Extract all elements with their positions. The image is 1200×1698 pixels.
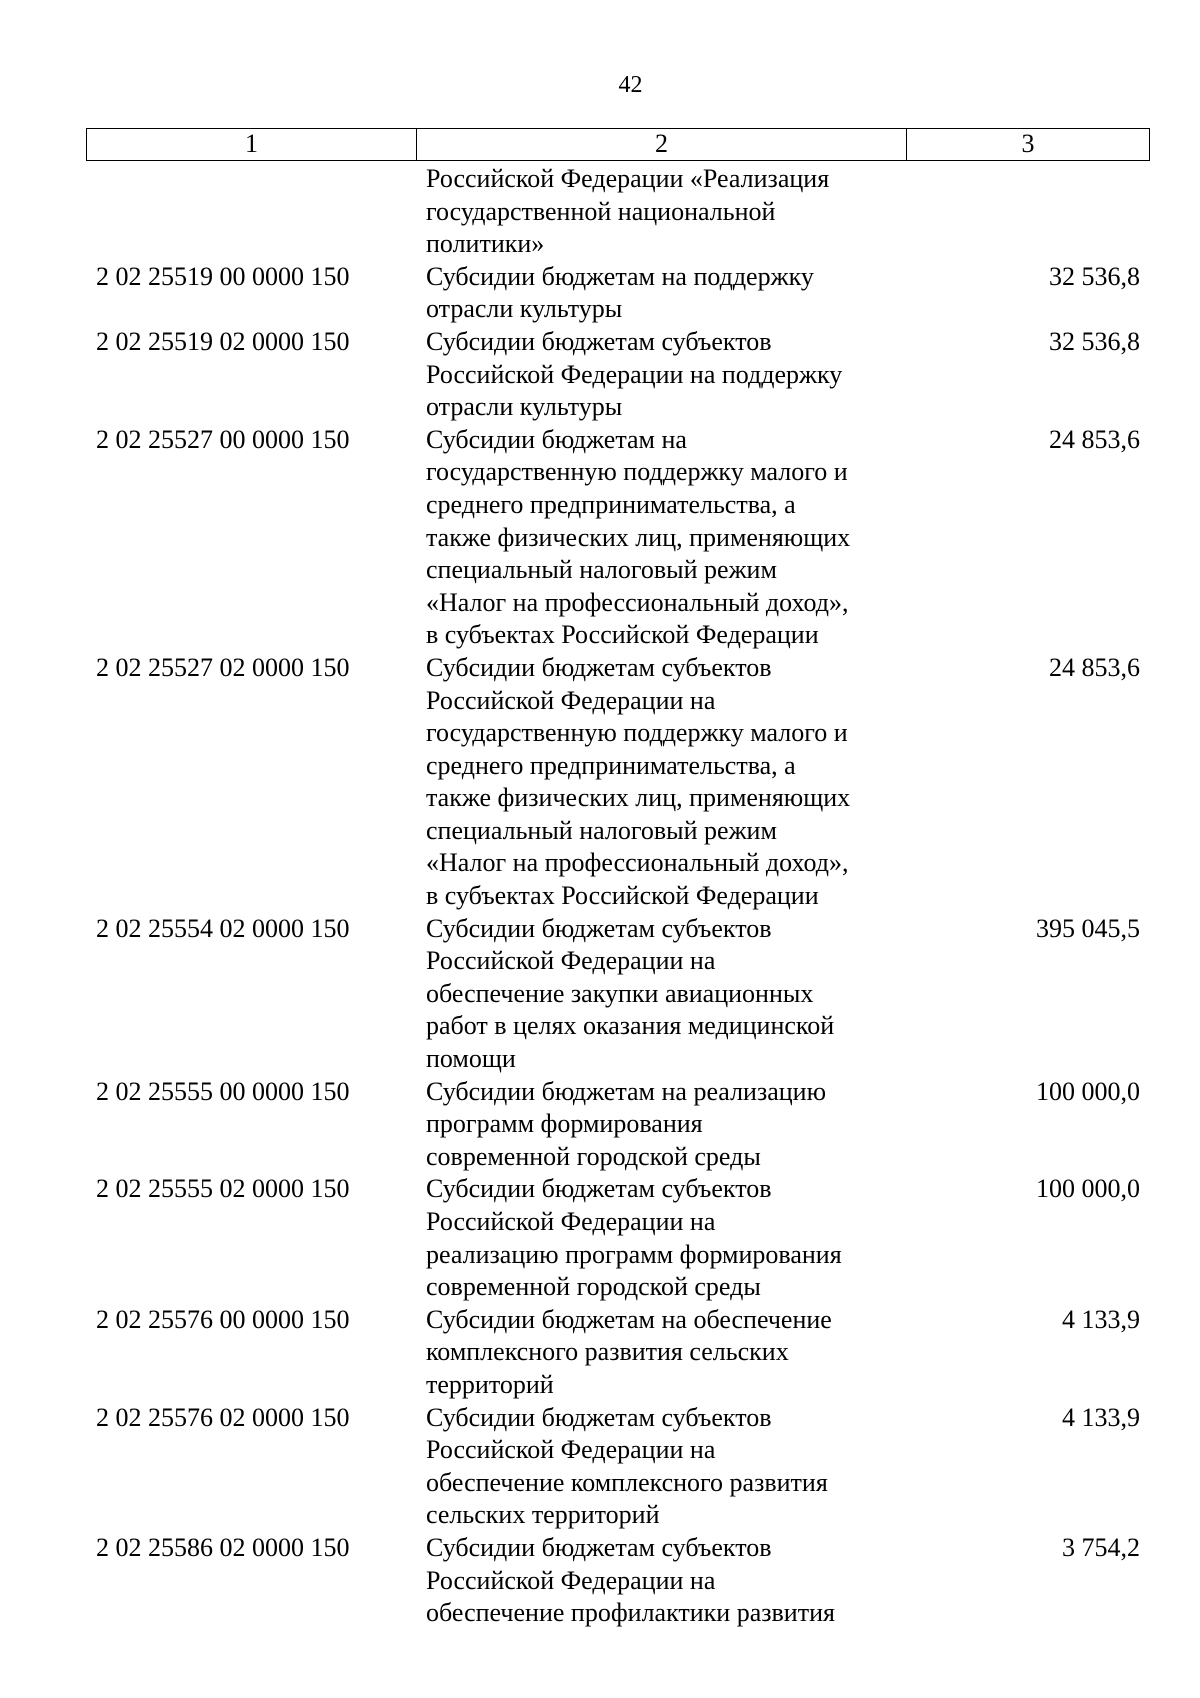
amount: 100 000,0 [1036,1076,1140,1106]
description [416,163,906,261]
table-row [86,261,1150,326]
table-row [86,1532,1150,1630]
description-line: современной городской среды [426,1141,761,1171]
budget-code: 2 02 25576 02 0000 150 [96,1402,350,1432]
description-line: Российской Федерации на [426,685,716,715]
budget-code [86,163,416,261]
description-line: Российской Федерации «Реализация [426,164,830,193]
description-line: также физических лиц, применяющих [426,783,851,813]
description-line: современной городской среды [426,1272,761,1302]
header-cell-amount: 3 [1021,129,1035,158]
description-line: специальный налоговый режим [426,815,777,845]
description-line: Субсидии бюджетам на реализацию [426,1076,827,1106]
description-line: обеспечение комплексного развития [426,1467,828,1497]
description [416,424,906,652]
description-line: работ в целях оказания медицинской [426,1011,835,1041]
budget-code: 2 02 25576 00 0000 150 [96,1304,350,1334]
budget-code: 2 02 25527 02 0000 150 [96,652,350,682]
budget-code: 2 02 25555 00 0000 150 [96,1076,350,1106]
description-line: обеспечение профилактики развития [426,1598,835,1628]
description-line: комплексного развития сельских [426,1337,789,1367]
description [416,261,906,326]
description-line: политики» [426,229,545,259]
description [416,1304,906,1402]
description-line: в субъектах Российской Федерации [426,620,819,650]
description-line: реализацию программ формирования [426,1239,842,1269]
header-cell-description: 2 [417,129,907,160]
description-line: государственную поддержку малого и [426,457,848,487]
description-line: «Налог на профессиональный доход», [426,848,849,878]
description [416,652,906,913]
description-line: помощи [426,1044,516,1074]
page-number: 42 [618,72,643,98]
table-row [86,326,1150,424]
amount: 24 853,6 [1049,652,1140,682]
description-line: Российской Федерации на [426,1207,716,1236]
description-line: государственной национальной [426,196,776,226]
description-line: среднего предпринимательства, а [426,489,796,519]
table-row [86,1304,1150,1402]
description-line: Российской Федерации на [426,1565,716,1595]
description-line: территорий [426,1369,554,1399]
description-line: Российской Федерации на поддержку [426,359,843,389]
table-row [86,1402,1150,1532]
amount: 100 000,0 [1036,1174,1140,1204]
description-line: в субъектах Российской Федерации [426,881,819,911]
description [416,1532,906,1630]
description-line: также физических лиц, применяющих [426,522,851,552]
budget-code: 2 02 25519 02 0000 150 [96,326,350,356]
table-row [86,652,1150,913]
description-line: отрасли культуры [426,392,623,422]
amount: 3 754,2 [1062,1532,1140,1562]
description-line: программ формирования [426,1109,703,1139]
amount: 32 536,8 [1049,261,1140,291]
description-line: Субсидии бюджетам субъектов [426,1532,772,1562]
description [416,1173,906,1303]
table-row [86,913,1150,1076]
description-line: Субсидии бюджетам субъектов [426,1174,772,1204]
amount: 395 045,5 [1036,913,1140,943]
amount: 32 536,8 [1049,326,1140,356]
description-line: обеспечение закупки авиационных [426,978,814,1008]
description [416,1076,906,1174]
table-body [86,163,1150,1630]
description-line: Субсидии бюджетам субъектов [426,652,772,682]
description-line: «Налог на профессиональный доход», [426,587,849,617]
table-row [86,163,1150,261]
amount: 24 853,6 [1049,424,1140,454]
amount: 4 133,9 [1062,1304,1140,1334]
budget-code: 2 02 25586 02 0000 150 [96,1532,350,1562]
amount [906,163,1150,261]
amount: 4 133,9 [1062,1402,1140,1432]
budget-code: 2 02 25554 02 0000 150 [96,913,350,943]
description-line: Российской Федерации на [426,1435,716,1465]
budget-code: 2 02 25555 02 0000 150 [96,1174,350,1204]
description [416,326,906,424]
header-cell-code: 1 [87,129,417,160]
description-line: государственную поддержку малого и [426,718,848,748]
description-line: отрасли культуры [426,294,623,324]
description-line: Субсидии бюджетам на обеспечение [426,1304,832,1334]
description-line: Российской Федерации на [426,946,716,976]
description [416,1402,906,1532]
description-line: Субсидии бюджетам на поддержку [426,261,814,291]
description-line: среднего предпринимательства, а [426,750,796,780]
table-row [86,1173,1150,1303]
description-line: специальный налоговый режим [426,555,777,585]
description-line: Субсидии бюджетам субъектов [426,326,772,356]
description-line: Субсидии бюджетам на [426,424,687,454]
table-row [86,424,1150,652]
description-line: сельских территорий [426,1500,660,1530]
budget-code: 2 02 25527 00 0000 150 [96,424,350,454]
description [416,913,906,1076]
description-line: Субсидии бюджетам субъектов [426,913,772,943]
budget-code: 2 02 25519 00 0000 150 [96,261,350,291]
table-header [86,128,1150,161]
description-line: Субсидии бюджетам субъектов [426,1402,772,1432]
table-row [86,1076,1150,1174]
